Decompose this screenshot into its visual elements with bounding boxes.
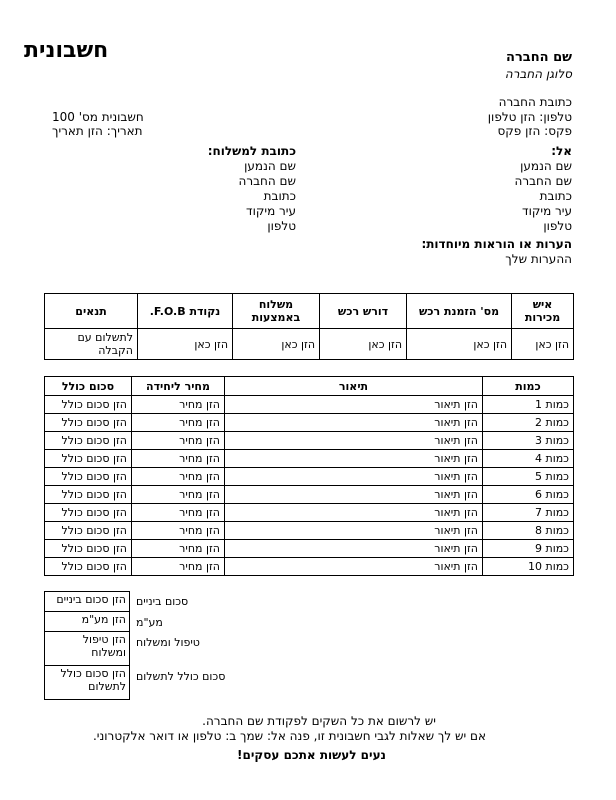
total-due-label: סכום כולל לתשלום xyxy=(136,670,226,683)
header-requisitioner: דורש רכש xyxy=(320,294,407,329)
to-phone: טלפון xyxy=(543,219,572,233)
vat-value[interactable]: הזן מע"מ xyxy=(44,612,130,632)
header-unit-price: מחיר ליחידה xyxy=(132,377,225,396)
row-description[interactable]: הזן תיאור xyxy=(225,504,483,522)
header-quantity: כמות xyxy=(483,377,574,396)
header-ship-via: משלוח באמצעות xyxy=(233,294,320,329)
table-row xyxy=(45,522,574,540)
to-heading: אל: xyxy=(551,144,572,158)
total-due-value[interactable]: הזן סכום כולל לתשלום xyxy=(44,666,130,700)
row-description[interactable]: הזן תיאור xyxy=(225,468,483,486)
row-unit-price[interactable]: הזן מחיר xyxy=(132,432,225,450)
invoice-number: חשבונית מס' 100 xyxy=(52,110,144,124)
row-unit-price[interactable]: הזן מחיר xyxy=(132,486,225,504)
salesperson-value[interactable]: הזן כאן xyxy=(512,329,574,360)
row-unit-price[interactable]: הזן מחיר xyxy=(132,414,225,432)
row-total[interactable]: הזן סכום כולל xyxy=(45,522,132,540)
table-row xyxy=(45,396,574,414)
table-row xyxy=(45,558,574,576)
table-row xyxy=(45,504,574,522)
header-terms: תנאים xyxy=(45,294,138,329)
row-unit-price[interactable]: הזן מחיר xyxy=(132,396,225,414)
company-address: כתובת החברה xyxy=(498,95,572,109)
order-info-table xyxy=(44,293,574,360)
terms-value[interactable]: לתשלום עם הקבלה xyxy=(45,329,138,360)
table-row xyxy=(45,450,574,468)
row-quantity[interactable]: כמות 9 xyxy=(483,540,574,558)
ship-to-recipient: שם הנמען xyxy=(244,159,296,173)
shipping-label: טיפול ומשלוח xyxy=(136,636,200,649)
row-description[interactable]: הזן תיאור xyxy=(225,558,483,576)
row-total[interactable]: הזן סכום כולל xyxy=(45,396,132,414)
row-quantity[interactable]: כמות 2 xyxy=(483,414,574,432)
row-total[interactable]: הזן סכום כולל xyxy=(45,486,132,504)
header-po-number: מס' הזמנת רכש xyxy=(407,294,512,329)
fob-value[interactable]: הזן כאן xyxy=(138,329,233,360)
items-table xyxy=(44,376,574,576)
subtotal-label: סכום ביניים xyxy=(136,595,189,608)
table-row xyxy=(45,432,574,450)
row-description[interactable]: הזן תיאור xyxy=(225,450,483,468)
row-quantity[interactable]: כמות 10 xyxy=(483,558,574,576)
to-city-zip: עיר מיקוד xyxy=(522,204,572,218)
company-fax: פקס: הזן פקס xyxy=(497,124,572,138)
header-fob: נקודת F.O.B. xyxy=(138,294,233,329)
table-row xyxy=(45,486,574,504)
row-unit-price[interactable]: הזן מחיר xyxy=(132,504,225,522)
notes-text: ההערות שלך xyxy=(505,252,572,266)
vat-label: מע"מ xyxy=(136,616,163,629)
to-company: שם החברה xyxy=(514,174,572,188)
table-row xyxy=(45,468,574,486)
company-slogan: סלוגן החברה xyxy=(504,67,572,81)
row-description[interactable]: הזן תיאור xyxy=(225,414,483,432)
row-total[interactable]: הזן סכום כולל xyxy=(45,558,132,576)
row-quantity[interactable]: כמות 4 xyxy=(483,450,574,468)
subtotal-value[interactable]: הזן סכום ביניים xyxy=(44,591,130,612)
row-unit-price[interactable]: הזן מחיר xyxy=(132,558,225,576)
row-quantity[interactable]: כמות 6 xyxy=(483,486,574,504)
ship-to-phone: טלפון xyxy=(267,219,296,233)
row-description[interactable]: הזן תיאור xyxy=(225,396,483,414)
row-total[interactable]: הזן סכום כולל xyxy=(45,450,132,468)
table-row xyxy=(45,540,574,558)
to-recipient: שם הנמען xyxy=(520,159,572,173)
row-quantity[interactable]: כמות 7 xyxy=(483,504,574,522)
row-quantity[interactable]: כמות 3 xyxy=(483,432,574,450)
row-total[interactable]: הזן סכום כולל xyxy=(45,468,132,486)
header-description: תיאור xyxy=(225,377,483,396)
ship-via-value[interactable]: הזן כאן xyxy=(233,329,320,360)
to-address: כתובת xyxy=(539,189,572,203)
requisitioner-value[interactable]: הזן כאן xyxy=(320,329,407,360)
notes-heading: הערות או הוראות מיוחדות: xyxy=(421,237,572,251)
row-quantity[interactable]: כמות 1 xyxy=(483,396,574,414)
footer-line-1: יש לרשום את כל השקים לפקודת שם החברה. xyxy=(202,714,436,728)
row-quantity[interactable]: כמות 8 xyxy=(483,522,574,540)
header-total: סכום כולל xyxy=(45,377,132,396)
row-description[interactable]: הזן תיאור xyxy=(225,540,483,558)
row-unit-price[interactable]: הזן מחיר xyxy=(132,540,225,558)
company-name: שם החברה xyxy=(506,50,572,65)
row-unit-price[interactable]: הזן מחיר xyxy=(132,450,225,468)
row-unit-price[interactable]: הזן מחיר xyxy=(132,468,225,486)
row-unit-price[interactable]: הזן מחיר xyxy=(132,522,225,540)
po-number-value[interactable]: הזן כאן xyxy=(407,329,512,360)
invoice-title: חשבונית xyxy=(24,38,109,63)
row-total[interactable]: הזן סכום כולל xyxy=(45,432,132,450)
row-total[interactable]: הזן סכום כולל xyxy=(45,504,132,522)
row-quantity[interactable]: כמות 5 xyxy=(483,468,574,486)
footer-line-2: אם יש לך שאלות לגבי חשבונית זו, פנה אל: שמך ב: טלפון או דואר אלקטרוני. xyxy=(92,729,486,743)
header-salesperson: איש מכירות xyxy=(512,294,574,329)
ship-to-address: כתובת xyxy=(263,189,296,203)
row-description[interactable]: הזן תיאור xyxy=(225,486,483,504)
row-total[interactable]: הזן סכום כולל xyxy=(45,414,132,432)
invoice-date: תאריך: הזן תאריך xyxy=(52,124,143,138)
ship-to-heading: כתובת למשלוח: xyxy=(207,144,296,158)
row-total[interactable]: הזן סכום כולל xyxy=(45,540,132,558)
footer-thanks: נעים לעשות אתכם עסקים! xyxy=(237,748,386,762)
table-row xyxy=(45,414,574,432)
row-description[interactable]: הזן תיאור xyxy=(225,522,483,540)
row-description[interactable]: הזן תיאור xyxy=(225,432,483,450)
ship-to-company: שם החברה xyxy=(238,174,296,188)
company-phone: טלפון: הזן טלפון xyxy=(487,110,572,124)
shipping-value[interactable]: הזן טיפול ומשלוח xyxy=(44,632,130,666)
ship-to-city-zip: עיר מיקוד xyxy=(246,204,296,218)
